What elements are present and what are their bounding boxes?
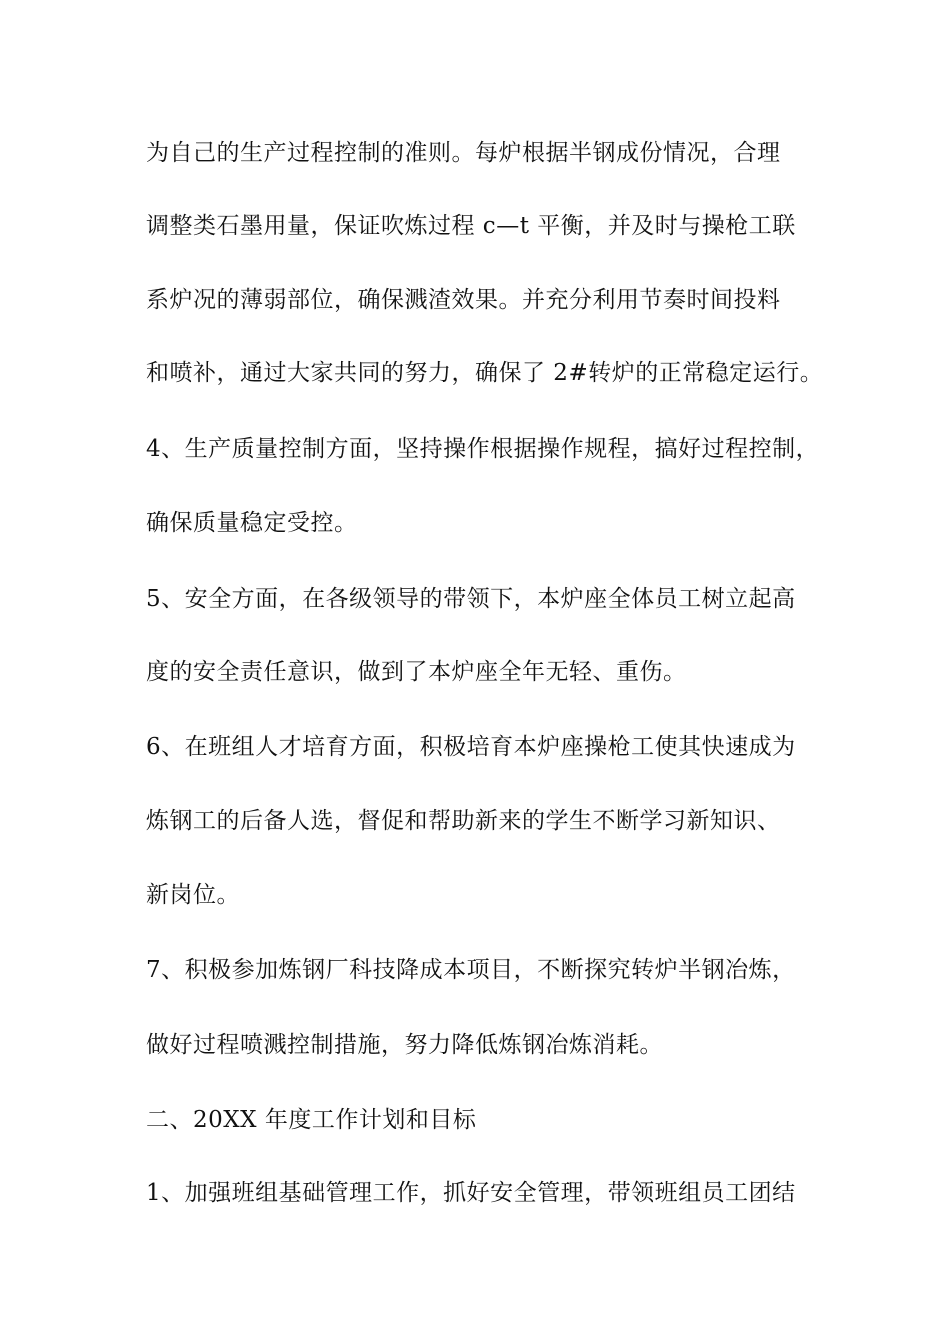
text-line: 度的安全责任意识，做到了本炉座全年无轻、重伤。 — [146, 659, 687, 685]
text-line: 7、积极参加炼钢厂科技降成本项目，不断探究转炉半钢冶炼， — [146, 957, 796, 983]
text-line: 调整类石墨用量，保证吹炼过程 c—t 平衡，并及时与操枪工联 — [146, 213, 796, 239]
text-line: 为自己的生产过程控制的准则。每炉根据半钢成份情况，合理 — [146, 140, 781, 166]
text-line: 5、安全方面，在各级领导的带领下，本炉座全体员工树立起高 — [146, 586, 796, 612]
text-line: 新岗位。 — [146, 882, 240, 908]
text-line: 1、加强班组基础管理工作，抓好安全管理，带领班组员工团结 — [146, 1180, 796, 1206]
text-line: 炼钢工的后备人选，督促和帮助新来的学生不断学习新知识、 — [146, 808, 781, 834]
text-line: 4、生产质量控制方面，坚持操作根据操作规程，搞好过程控制， — [146, 436, 820, 462]
text-line: 和喷补，通过大家共同的努力，确保了 2#转炉的正常稳定运行。 — [146, 360, 824, 386]
section-heading: 二、20XX 年度工作计划和目标 — [146, 1107, 477, 1133]
text-line: 做好过程喷溅控制措施，努力降低炼钢冶炼消耗。 — [146, 1032, 663, 1058]
text-line: 系炉况的薄弱部位，确保溅渣效果。并充分利用节奏时间投料 — [146, 287, 781, 313]
text-line: 确保质量稳定受控。 — [146, 510, 358, 536]
text-line: 6、在班组人才培育方面，积极培育本炉座操枪工使其快速成为 — [146, 734, 796, 760]
